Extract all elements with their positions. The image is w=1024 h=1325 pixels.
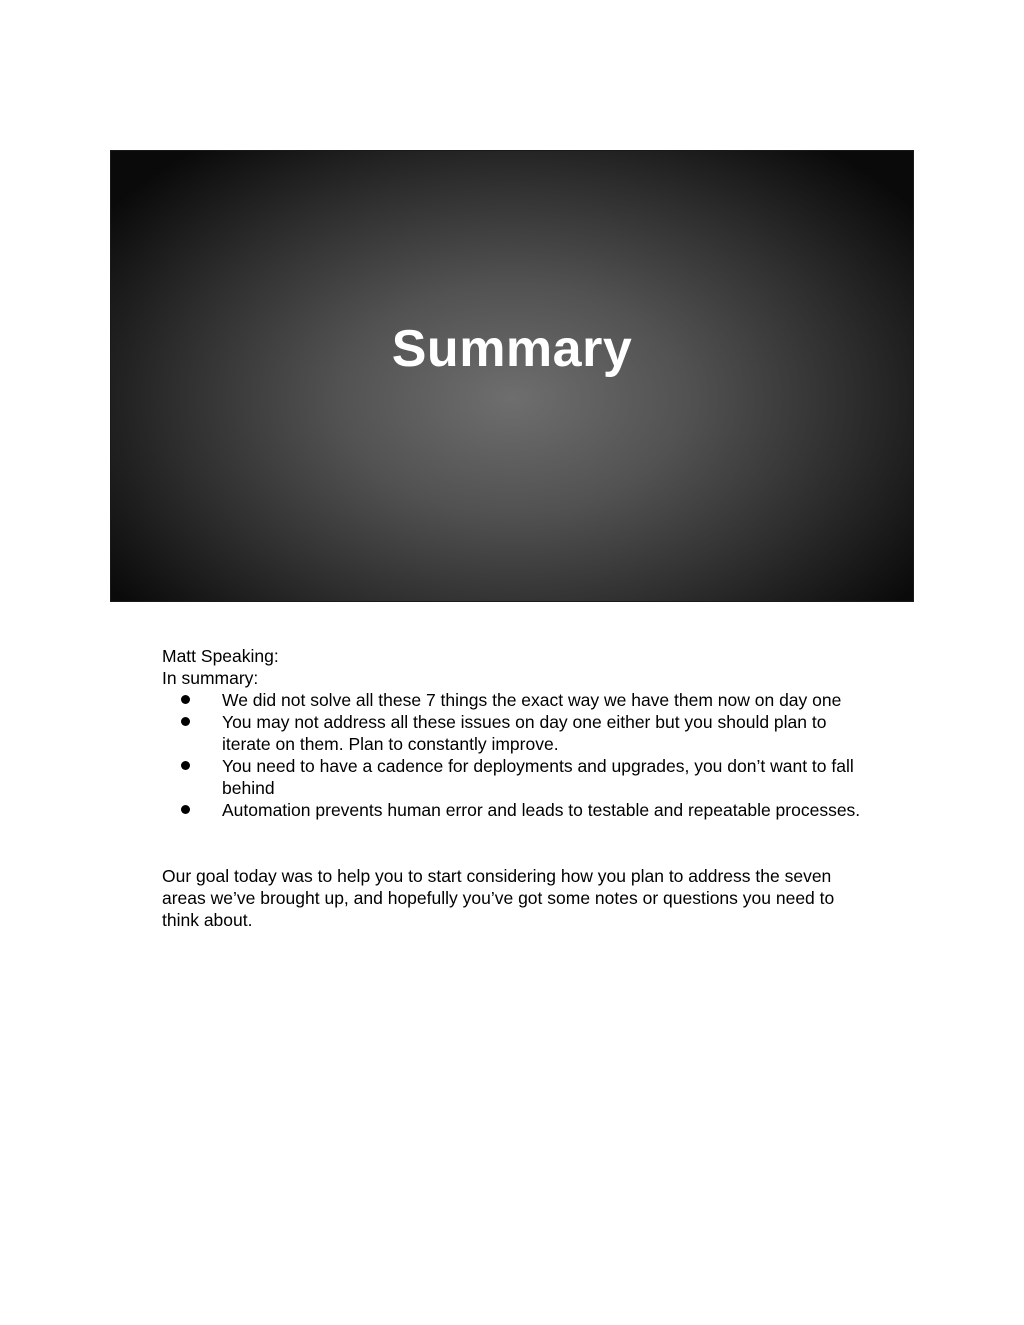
bullet-text: Automation prevents human error and leads to testable and repeatable processes. bbox=[222, 800, 861, 820]
slide-image bbox=[110, 150, 914, 602]
closing-paragraph: Our goal today was to help you to start considering how you plan to address the seven areas we’ve brought up, and hopefully you’ve got some notes or questions you need to think about. bbox=[162, 866, 835, 930]
bullet-item bbox=[162, 799, 872, 821]
bullet-item bbox=[162, 689, 872, 711]
bullet-text: You may not address all these issues on day one either but you should plan to iterate on them. Plan to constantly improve. bbox=[222, 712, 827, 754]
bullet-icon bbox=[181, 805, 190, 814]
bullet-item bbox=[162, 711, 872, 755]
bullet-icon bbox=[181, 717, 190, 726]
bullet-icon bbox=[181, 695, 190, 704]
bullet-text: We did not solve all these 7 things the exact way we have them now on day one bbox=[222, 690, 842, 710]
slide-title: Summary bbox=[391, 320, 633, 378]
bullet-item bbox=[162, 755, 872, 799]
bullet-text: You need to have a cadence for deployments and upgrades, you don’t want to fall behind bbox=[222, 756, 854, 798]
summary-lead: In summary: bbox=[162, 668, 259, 688]
summary-bullet-list bbox=[162, 689, 872, 821]
speaker-notes bbox=[162, 645, 872, 931]
speaker-label: Matt Speaking: bbox=[162, 646, 279, 666]
bullet-icon bbox=[181, 761, 190, 770]
